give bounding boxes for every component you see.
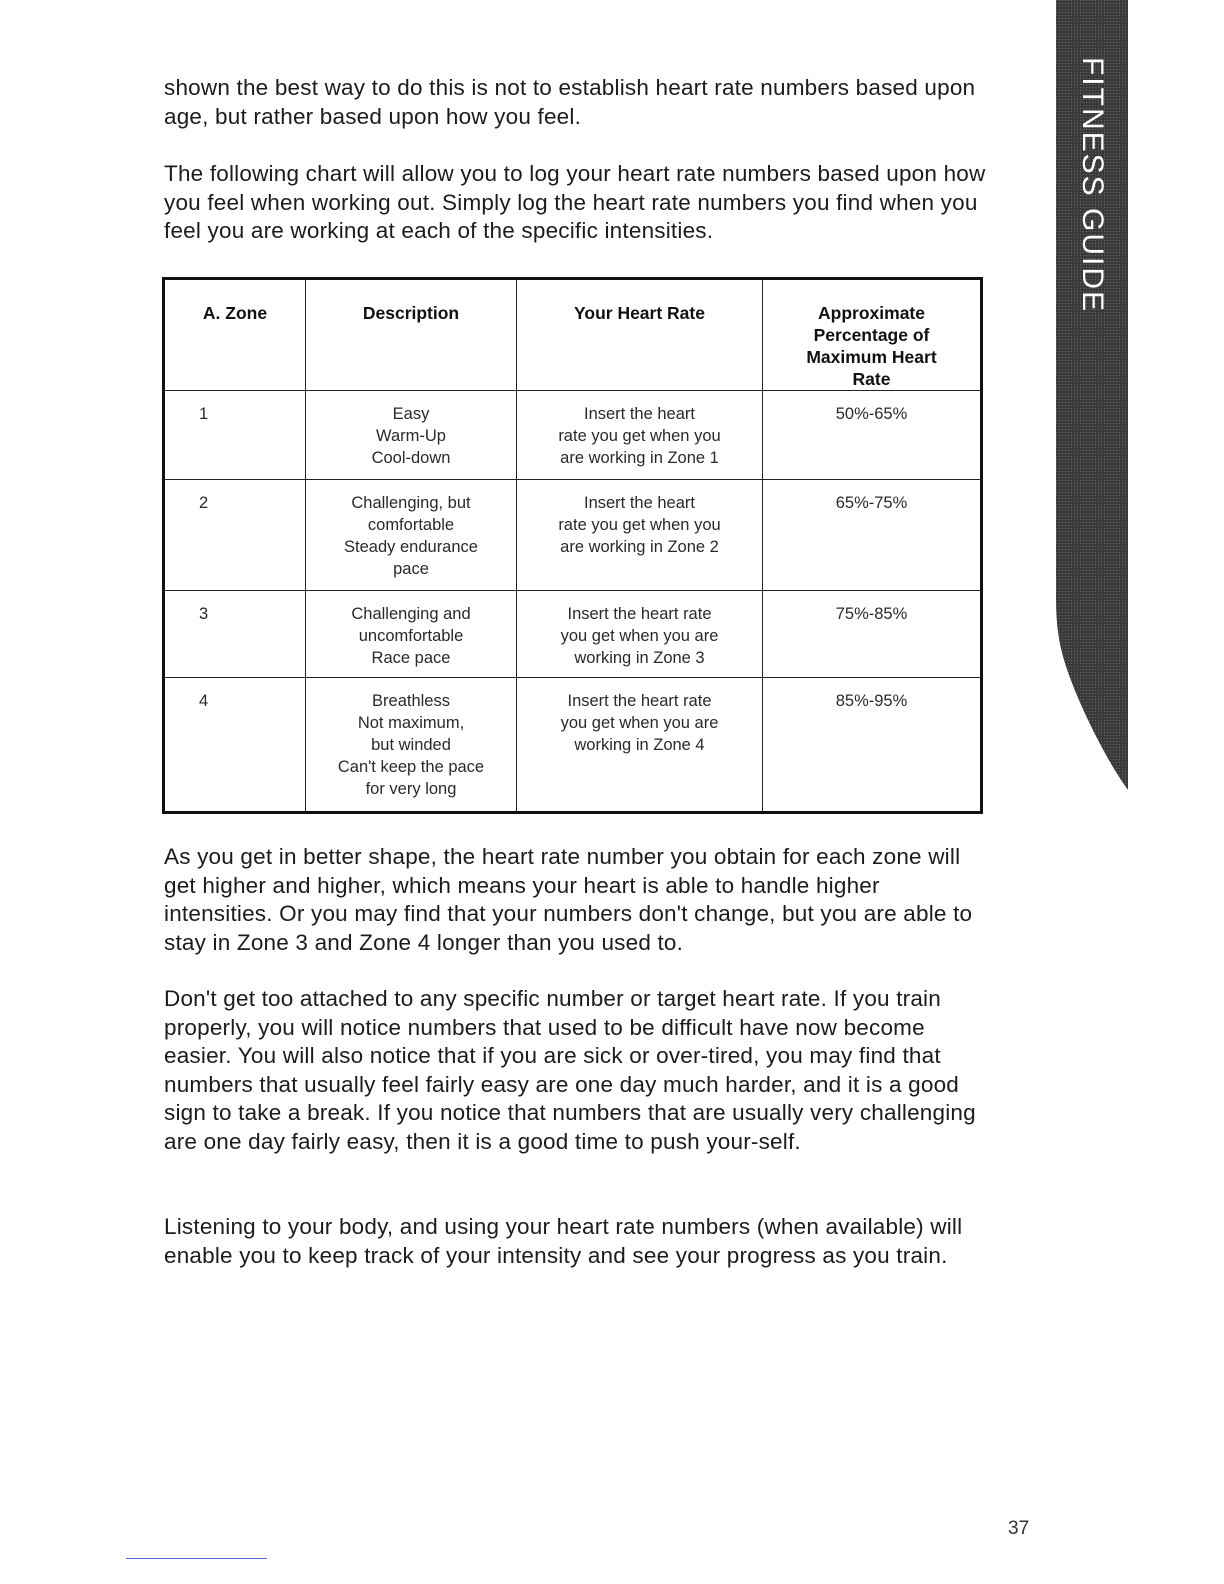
heart-rate-line: you get when you are — [560, 714, 719, 732]
zone-heart-rate — [517, 678, 763, 813]
description-line: comfortable — [367, 516, 455, 534]
heart-rate-line: Insert the heart rate — [567, 692, 712, 710]
heart-rate-line: working in Zone 3 — [574, 649, 705, 667]
heart-rate-line: you get when you are — [560, 627, 719, 645]
description-line: Can't keep the pace — [337, 758, 485, 776]
zone-description — [306, 480, 517, 591]
description-line: but winded — [371, 736, 451, 754]
header-percentage-line: Approximate — [818, 303, 925, 323]
description-line: Challenging, but — [351, 494, 471, 512]
zone-description — [306, 678, 517, 813]
description-line: Race pace — [371, 649, 451, 667]
header-percentage — [763, 279, 982, 391]
zone-percentage: 75%-85% — [763, 591, 982, 678]
table-row-zone-3 — [164, 591, 982, 678]
zone-heart-rate — [517, 591, 763, 678]
table-row-zone-2 — [164, 480, 982, 591]
zone-description — [306, 591, 517, 678]
header-description: Description — [306, 279, 517, 391]
zone-percentage: 50%-65% — [763, 391, 982, 480]
listening-paragraph: Listening to your body, and using your heart rate numbers (when available) will enable you to keep track of your intensity and see your progress as you train. — [164, 1214, 963, 1268]
heart-rate-line: are working in Zone 2 — [560, 538, 719, 556]
description-line: Steady endurance — [344, 538, 478, 556]
heart-rate-line: rate you get when you — [558, 427, 721, 445]
description-line: Breathless — [372, 692, 450, 710]
header-percentage-line: Rate — [852, 369, 891, 389]
table-row-zone-1 — [164, 391, 982, 480]
table-row-zone-4 — [164, 678, 982, 813]
attachment-paragraph: Don't get too attached to any specific number or target heart rate. If you train properly, you will notice numbers that used to be difficult have now become easier. You will also notice that if you are sick or over-tired, you may find that numbers that usually feel fairly easy are one day much harder, and it is a good sign to take a break. If you notice that numbers that are usually very challenging are one day fairly easy, then it is a good time to push your-self. — [164, 986, 976, 1154]
heart-rate-line: working in Zone 4 — [574, 736, 705, 754]
zone-description — [306, 391, 517, 480]
heart-rate-line: Insert the heart rate — [567, 605, 712, 623]
description-line: Cool-down — [371, 449, 451, 467]
intro-paragraph: shown the best way to do this is not to establish heart rate numbers based upon age, but rather based upon how you feel. — [164, 75, 976, 129]
heart-rate-line: Insert the heart — [584, 405, 695, 423]
zone-heart-rate — [517, 480, 763, 591]
zone-number: 2 — [164, 480, 306, 591]
zone-percentage: 65%-75% — [763, 480, 982, 591]
header-heart-rate: Your Heart Rate — [517, 279, 763, 391]
description-line: pace — [393, 560, 429, 578]
page-number: 37 — [1008, 1518, 1030, 1539]
chart-intro-paragraph: The following chart will allow you to log your heart rate numbers based upon how you feel when working out. Simply log the heart rate numbers you find when you feel you are working at each of the specific intensities. — [164, 161, 986, 243]
heart-rate-line: Insert the heart — [584, 494, 695, 512]
side-tab-label — [1056, 56, 1128, 314]
zone-heart-rate — [517, 391, 763, 480]
header-percentage-line: Percentage of — [813, 325, 930, 345]
description-line: Easy — [392, 405, 430, 423]
table-header-row — [164, 279, 982, 391]
description-line: uncomfortable — [358, 627, 464, 645]
heart-rate-zone-table — [162, 277, 983, 814]
zone-number: 1 — [164, 391, 306, 480]
header-percentage-line: Maximum Heart — [806, 347, 937, 367]
heart-rate-line: rate you get when you — [558, 516, 721, 534]
zone-percentage: 85%-95% — [763, 678, 982, 813]
header-zone: A. Zone — [164, 279, 306, 391]
description-line: Not maximum, — [357, 714, 465, 732]
side-tab-text: FITNESS GUIDE — [1076, 56, 1109, 314]
footer-rule — [126, 1558, 267, 1559]
zone-number: 4 — [164, 678, 306, 813]
heart-rate-line: are working in Zone 1 — [560, 449, 719, 467]
description-line: Challenging and — [351, 605, 471, 623]
zone-number: 3 — [164, 591, 306, 678]
progress-paragraph: As you get in better shape, the heart rate number you obtain for each zone will get higher and higher, which means your heart is able to handle higher intensities. Or you may find that your numbers don't change, but you are able to stay in Zone 3 and Zone 4 longer than you used to. — [164, 844, 973, 955]
description-line: Warm-Up — [376, 427, 446, 445]
description-line: for very long — [365, 780, 457, 798]
